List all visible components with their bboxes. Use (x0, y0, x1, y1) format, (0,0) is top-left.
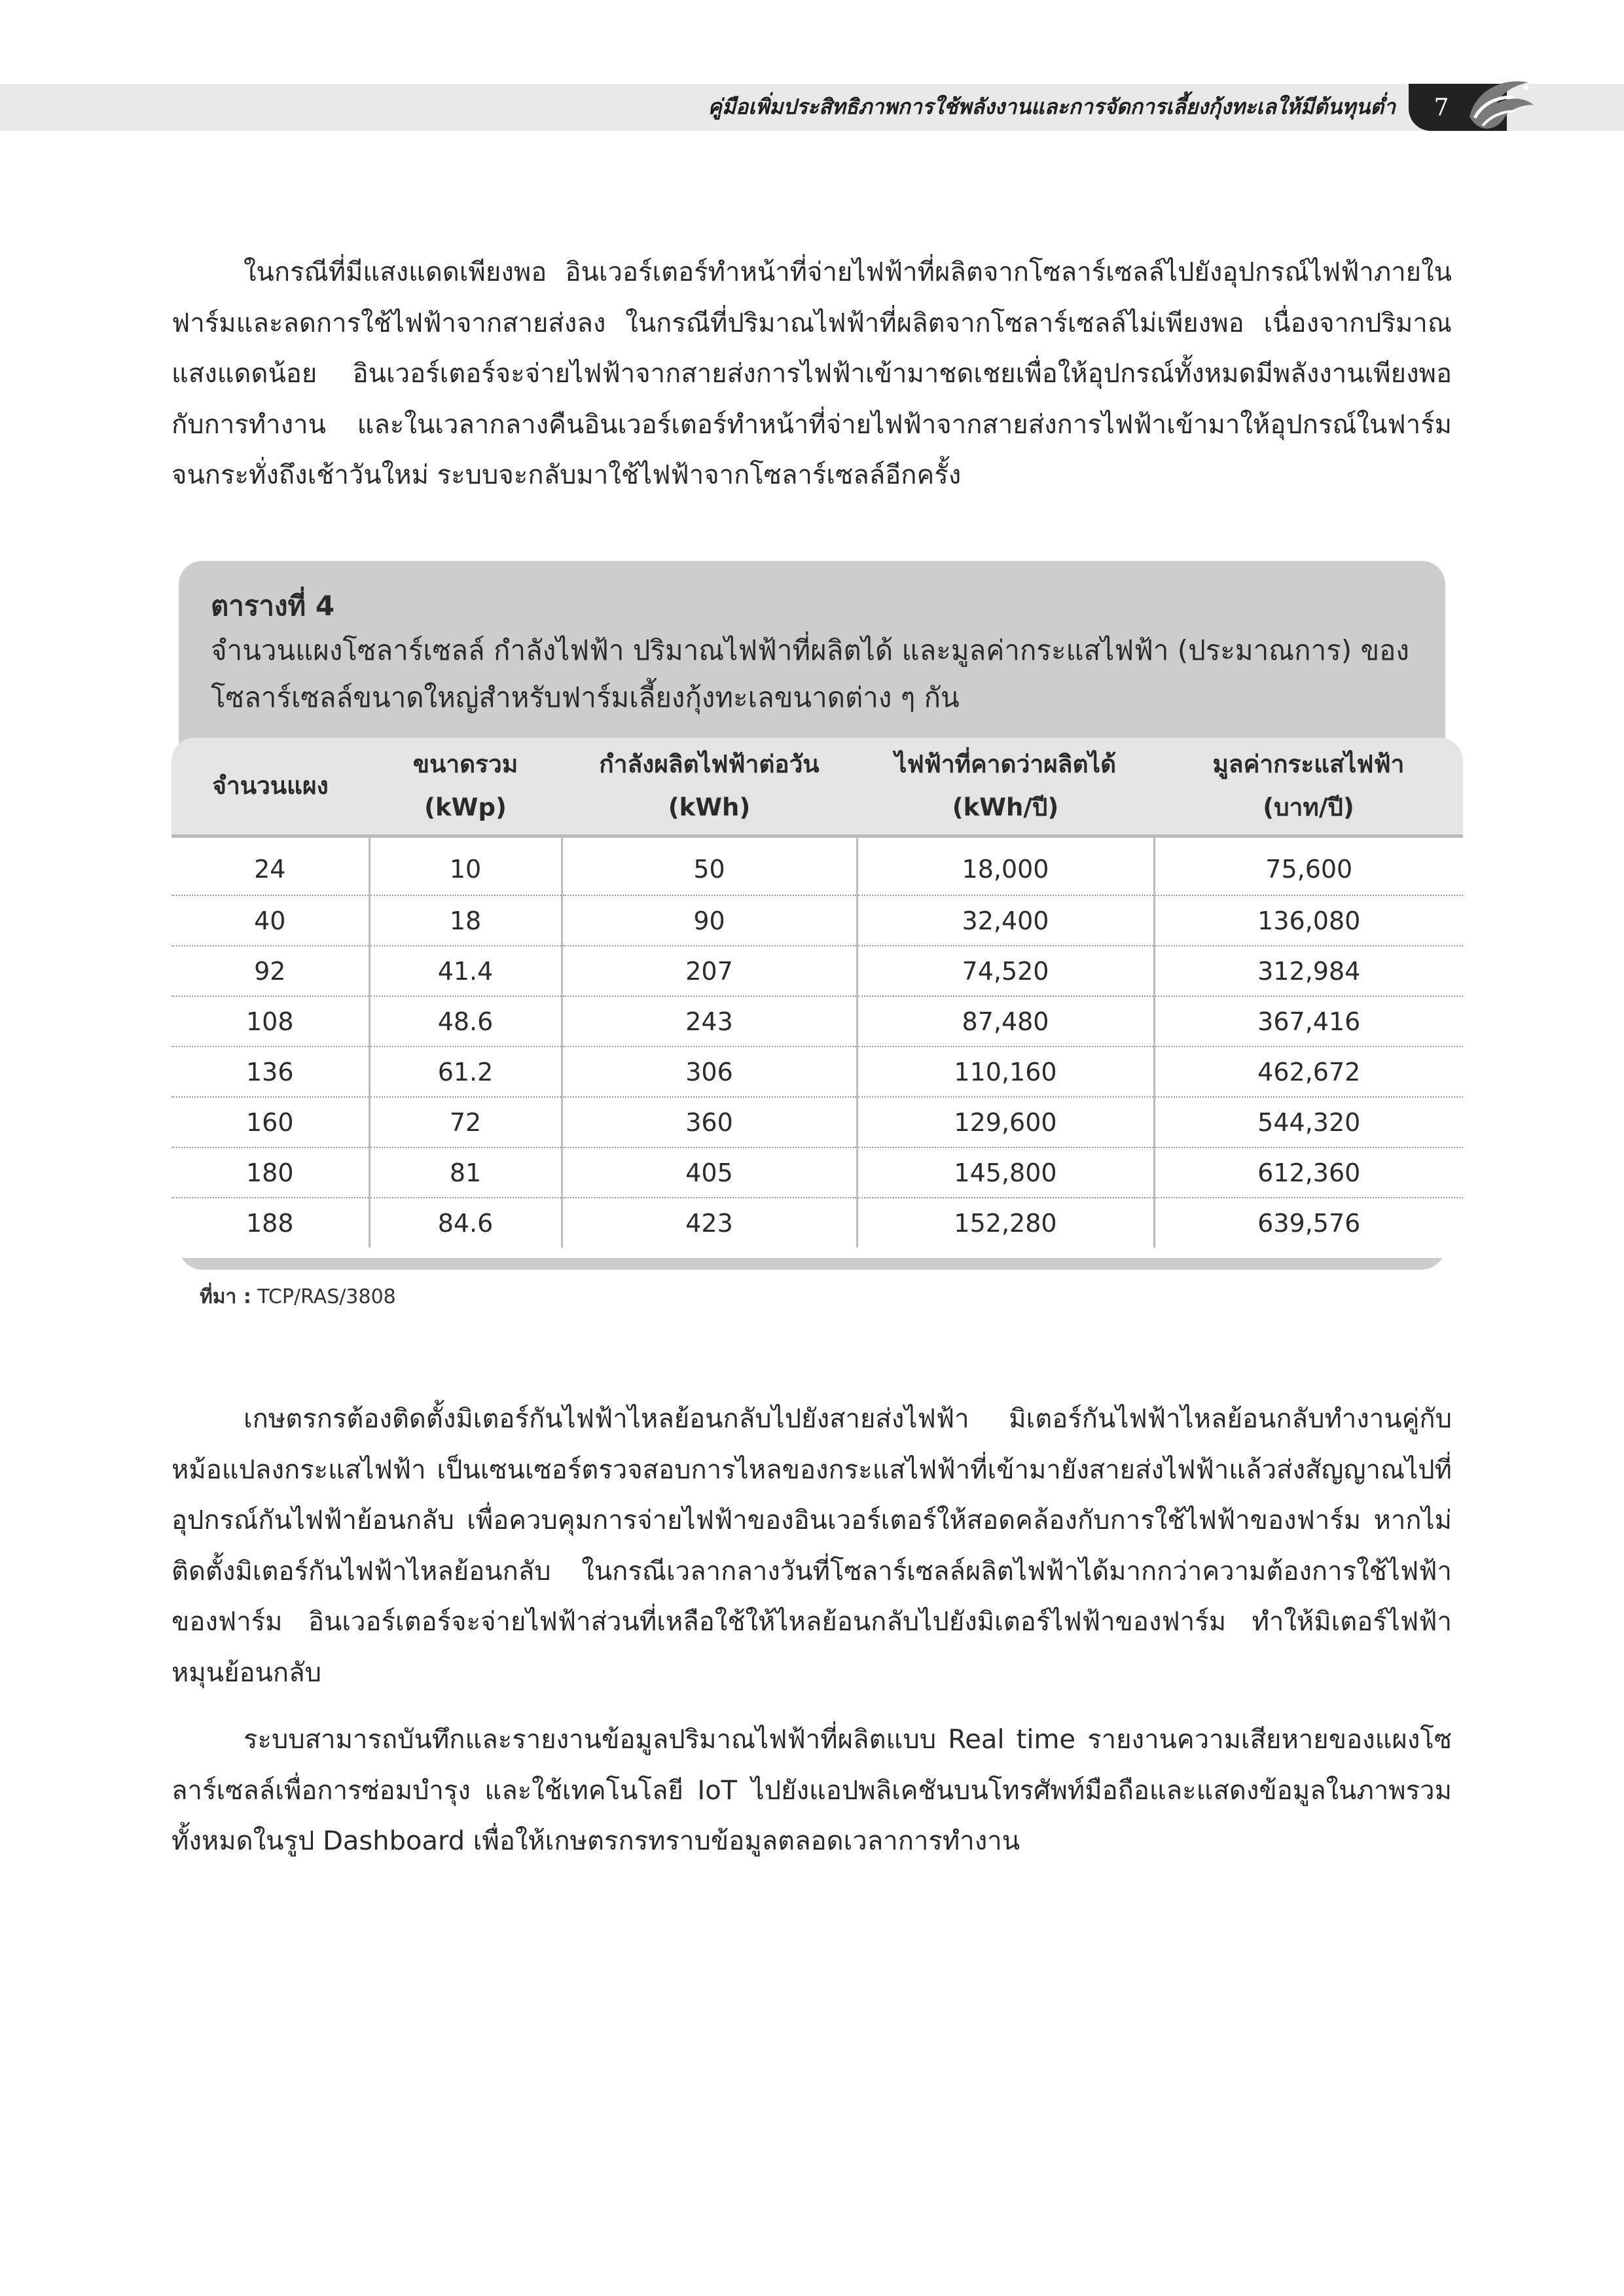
page-number: 7 (1434, 94, 1449, 121)
table-cell: 10 (369, 836, 562, 896)
column-header-daily-output (562, 738, 857, 836)
column-header-capacity (369, 738, 562, 836)
table-cell: 639,576 (1154, 1198, 1463, 1247)
table-cell: 129,600 (857, 1097, 1154, 1147)
table-row (171, 836, 1463, 896)
table-row (171, 946, 1463, 996)
table-cell: 48.6 (369, 996, 562, 1047)
table-caption: จำนวนแผงโซลาร์เซลล์ กำลังไฟฟ้า ปริมาณไฟฟ้าที่ผลิตได้ และมูลค่ากระแสไฟฟ้า (ประมาณการ) ของโซลาร์เซลล์ขนาดใหญ่สำหรับฟาร์มเลี้ยงกุ้งทะเลขนาดต่าง ๆ กัน (211, 634, 1409, 713)
table-cell: 75,600 (1154, 836, 1463, 896)
table-cell: 81 (369, 1147, 562, 1198)
table-cell: 312,984 (1154, 946, 1463, 996)
table-cell: 110,160 (857, 1047, 1154, 1097)
table-cell: 423 (562, 1198, 857, 1247)
table-cell: 405 (562, 1147, 857, 1198)
column-header-annual-value (1154, 738, 1463, 836)
table-cell: 367,416 (1154, 996, 1463, 1047)
table-cell: 136,080 (1154, 895, 1463, 946)
table-header-row (171, 738, 1463, 836)
table-cell: 612,360 (1154, 1147, 1463, 1198)
table-cell: 74,520 (857, 946, 1154, 996)
table-row (171, 1198, 1463, 1247)
table-cell: 41.4 (369, 946, 562, 996)
column-header-line: กำลังผลิตไฟฟ้าต่อวัน (599, 750, 820, 778)
table-cell: 84.6 (369, 1198, 562, 1247)
table-cell: 360 (562, 1097, 857, 1147)
table-cell: 90 (562, 895, 857, 946)
paragraph-inverter-operation: ในกรณีที่มีแสงแดดเพียงพอ อินเวอร์เตอร์ทำหน้าที่จ่ายไฟฟ้าที่ผลิตจากโซลาร์เซลล์ไปยังอุปกรณ์ไฟฟ้าภายในฟาร์มและลดการใช้ไฟฟ้าจากสายส่งลง ในกรณีที่ปริมาณไฟฟ้าที่ผลิตจากโซลาร์เซลล์ไม่เพียงพอ เนื่องจากปริมาณแสงแดดน้อย อินเวอร์เตอร์จะจ่ายไฟฟ้าจากสายส่งการไฟฟ้าเข้ามาชดเชยเพื่อให้อุปกรณ์ทั้งหมดมีพลังงานเพียงพอกับการทำงาน และในเวลากลางคืนอินเวอร์เตอร์ทำหน้าที่จ่ายไฟฟ้าจากสายส่งการไฟฟ้าเข้ามาให้อุปกรณ์ในฟาร์มจนกระทั่งถึงเช้าวันใหม่ ระบบจะกลับมาใช้ไฟฟ้าจากโซลาร์เซลล์อีกครั้ง (171, 257, 1452, 490)
table-cell: 152,280 (857, 1198, 1154, 1247)
table-cell: 87,480 (857, 996, 1154, 1047)
column-header-panels (171, 738, 369, 836)
table-cell: 462,672 (1154, 1047, 1463, 1097)
table-label: ตารางที่ 4 (211, 590, 335, 622)
column-header-line: ไฟฟ้าที่คาดว่าผลิตได้ (894, 750, 1117, 778)
table-cell: 92 (171, 946, 369, 996)
column-header-unit: (kWh/ปี) (952, 793, 1059, 821)
table-row (171, 996, 1463, 1047)
table-cell: 136 (171, 1047, 369, 1097)
solar-farm-table (171, 738, 1463, 1247)
column-header-unit: (บาท/ปี) (1263, 793, 1354, 821)
table-cell: 306 (562, 1047, 857, 1097)
column-header-unit: (kWp) (424, 793, 507, 821)
table-cell: 160 (171, 1097, 369, 1147)
table-cell: 61.2 (369, 1047, 562, 1097)
table-cell: 207 (562, 946, 857, 996)
table-cell: 24 (171, 836, 369, 896)
table-row (171, 1097, 1463, 1147)
table-cell: 40 (171, 895, 369, 946)
source-text: TCP/RAS/3808 (257, 1285, 396, 1308)
table-cell: 108 (171, 996, 369, 1047)
table-cell: 180 (171, 1147, 369, 1198)
table-cell: 145,800 (857, 1147, 1154, 1198)
table-cell: 243 (562, 996, 857, 1047)
table-cell: 50 (562, 836, 857, 896)
table-cell: 188 (245, 1208, 294, 1238)
table-cell: 18 (369, 895, 562, 946)
table-cell: 32,400 (857, 895, 1154, 946)
paragraph-monitoring-system: ระบบสามารถบันทึกและรายงานข้อมูลปริมาณไฟฟ้าที่ผลิตแบบ Real time รายงานความเสียหายของแผงโซลาร์เซลล์เพื่อการซ่อมบำรุง และใช้เทคโนโลยี IoT ไปยังแอปพลิเคชันบนโทรศัพท์มือถือและแสดงข้อมูลในภาพรวมทั้งหมดในรูป Dashboard เพื่อให้เกษตรกรทราบข้อมูลตลอดเวลาการทำงาน (171, 1725, 1452, 1856)
column-header-annual-output (857, 738, 1154, 836)
column-header-line: ขนาดรวม (412, 750, 518, 778)
source-label: ที่มา : (200, 1285, 251, 1308)
column-header-line: มูลค่ากระแสไฟฟ้า (1212, 750, 1405, 778)
table-row (171, 1047, 1463, 1097)
table-cell: 18,000 (857, 836, 1154, 896)
shrimp-icon (1463, 71, 1538, 141)
paragraph-reverse-meter: เกษตรกรต้องติดตั้งมิเตอร์กันไฟฟ้าไหลย้อนกลับไปยังสายส่งไฟฟ้า มิเตอร์กันไฟฟ้าไหลย้อนกลับทำงานคู่กับหม้อแปลงกระแสไฟฟ้า เป็นเซนเซอร์ตรวจสอบการไหลของกระแสไฟฟ้าที่เข้ามายังสายส่งไฟฟ้าแล้วส่งสัญญาณไปที่อุปกรณ์กันไฟฟ้าย้อนกลับ เพื่อควบคุมการจ่ายไฟฟ้าของอินเวอร์เตอร์ให้สอดคล้องกับการใช้ไฟฟ้าของฟาร์ม หากไม่ติดตั้งมิเตอร์กันไฟฟ้าไหลย้อนกลับ ในกรณีเวลากลางวันที่โซลาร์เซลล์ผลิตไฟฟ้าได้มากกว่าความต้องการใช้ไฟฟ้าของฟาร์ม อินเวอร์เตอร์จะจ่ายไฟฟ้าส่วนที่เหลือใช้ให้ไหลย้อนกลับไปยังมิเตอร์ไฟฟ้าของฟาร์ม ทำให้มิเตอร์ไฟฟ้าหมุนย้อนกลับ (171, 1404, 1452, 1688)
table-source (200, 1282, 396, 1312)
running-header-title: คู่มือเพิ่มประสิทธิภาพการใช้พลังงานและการจัดการเลี้ยงกุ้งทะเลให้มีต้นทุนต่ำ (708, 94, 1396, 119)
table-cell: 544,320 (1154, 1097, 1463, 1147)
table-cell: 72 (369, 1097, 562, 1147)
column-header-line: จำนวนแผง (212, 772, 329, 800)
table-row (171, 895, 1463, 946)
column-header-unit: (kWh) (668, 793, 751, 821)
table-row (171, 1147, 1463, 1198)
